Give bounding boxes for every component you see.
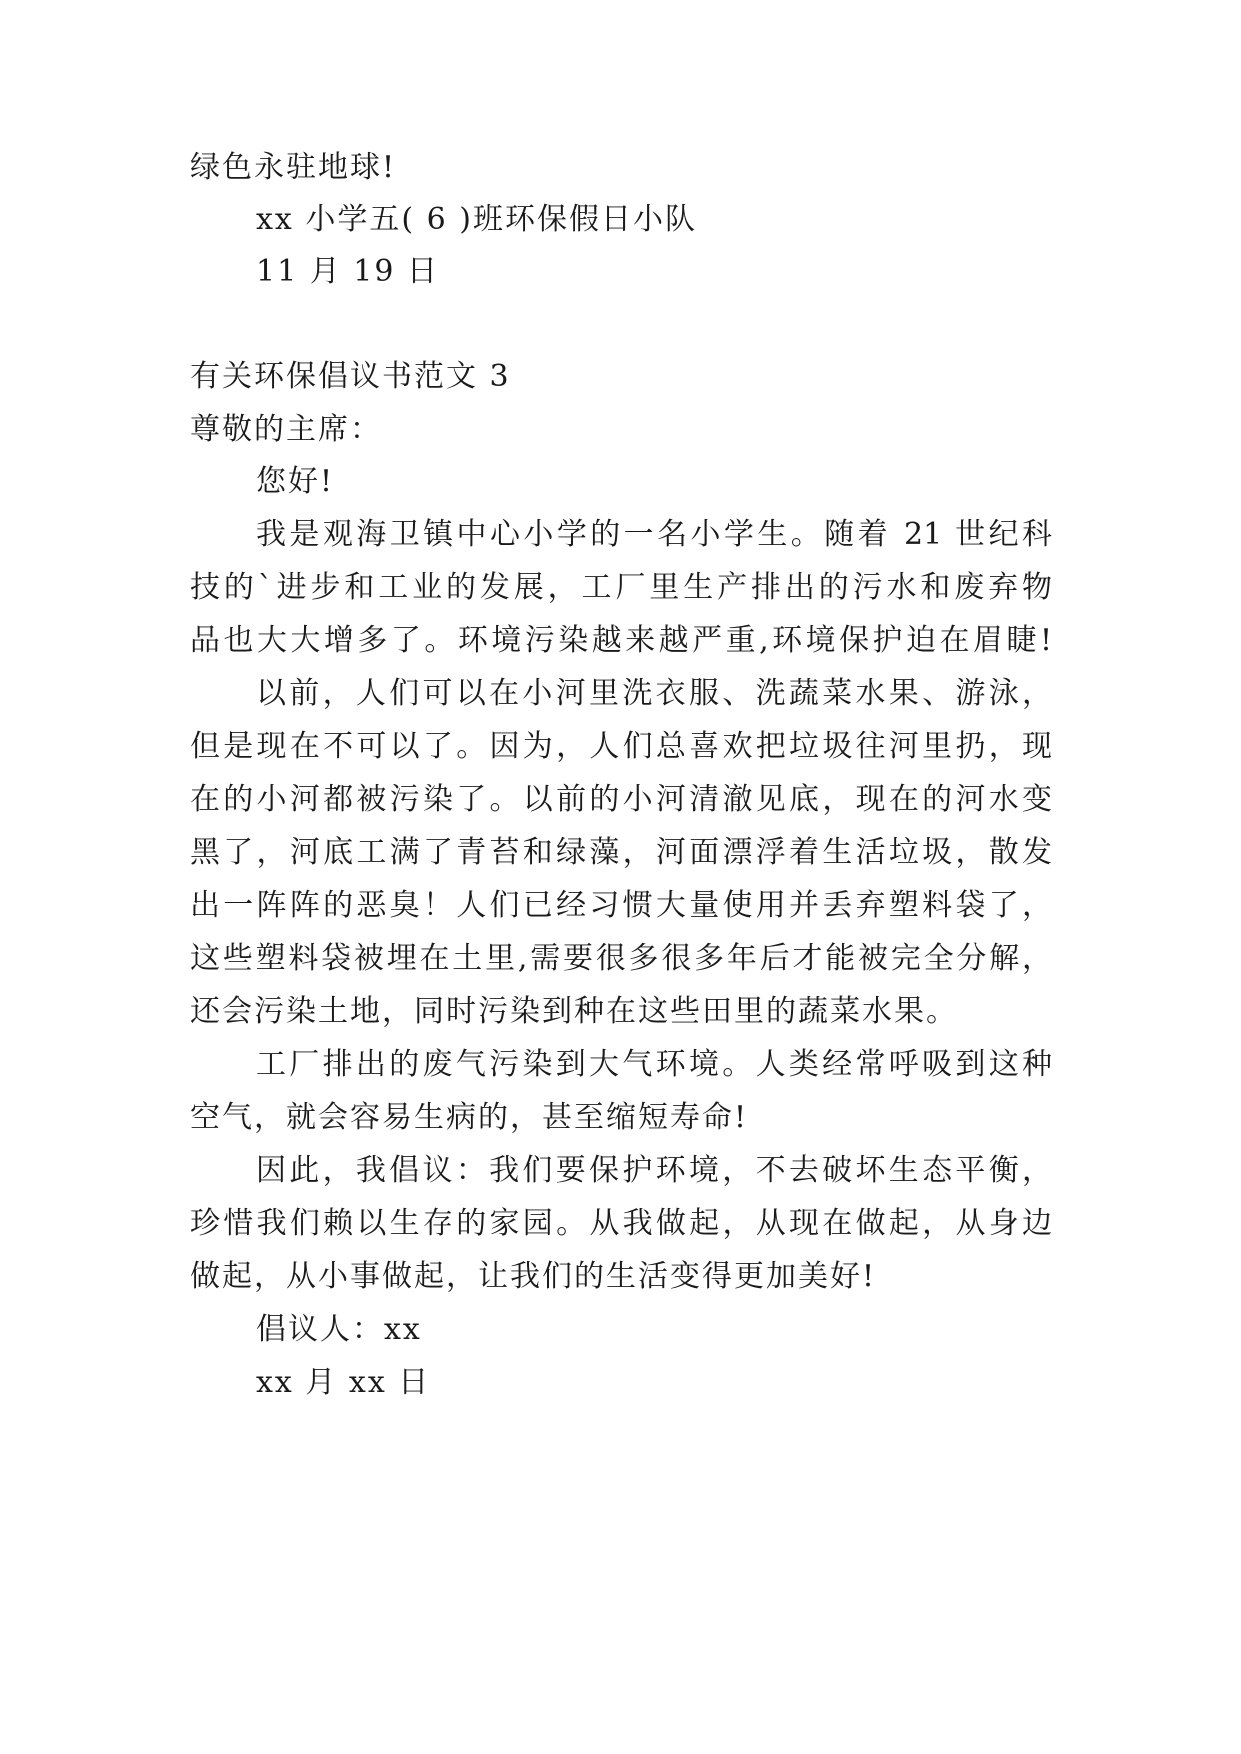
paragraph-line: 品也大大增多了。环境污染越来越严重,环境保护迫在眉睫! — [190, 623, 1052, 658]
paragraph-line: 珍惜我们赖以生存的家园。从我做起，从现在做起，从身边 — [190, 1206, 1052, 1241]
paragraph-line: 因此，我倡议：我们要保护环境，不去破坏生态平衡， — [256, 1153, 1052, 1188]
paragraph-line: 还会污染土地，同时污染到种在这些田里的蔬菜水果。 — [190, 994, 958, 1029]
paragraph-line: 工厂排出的废气污染到大气环境。人类经常呼吸到这种 — [256, 1047, 1052, 1082]
signature-line: xx 小学五( 6 )班环保假日小队 — [256, 202, 697, 237]
paragraph-line: 空气，就会容易生病的，甚至缩短寿命! — [190, 1100, 749, 1135]
paragraph-line: 这些塑料袋被埋在土里,需要很多很多年后才能被完全分解， — [190, 941, 1052, 976]
paragraph-line: 以前，人们可以在小河里洗衣服、洗蔬菜水果、游泳， — [256, 676, 1052, 711]
paragraph-line: 在的小河都被污染了。以前的小河清澈见底，现在的河水变 — [190, 782, 1052, 817]
paragraph-line: 但是现在不可以了。因为，人们总喜欢把垃圾往河里扔，现 — [190, 729, 1052, 764]
letter-date: xx 月 xx 日 — [256, 1365, 431, 1400]
paragraph-line: 我是观海卫镇中心小学的一名小学生。随着 21 世纪科 — [256, 517, 1052, 552]
paragraph-line: 黑了，河底工满了青苔和绿藻，河面漂浮着生活垃圾，散发 — [190, 835, 1052, 870]
salutation: 尊敬的主席： — [190, 412, 382, 447]
paragraph-line: 技的`进步和工业的发展，工厂里生产排出的污水和废弃物 — [190, 570, 1052, 605]
section-title: 有关环保倡议书范文 3 — [190, 359, 511, 394]
date-line: 11 月 19 日 — [256, 254, 439, 289]
closing-line: 绿色永驻地球! — [190, 150, 397, 185]
signer-line: 倡议人：xx — [256, 1312, 422, 1347]
paragraph-line: 做起，从小事做起，让我们的生活变得更加美好! — [190, 1259, 877, 1294]
greeting: 您好! — [256, 464, 335, 499]
paragraph-line: 出一阵阵的恶臭！人们已经习惯大量使用并丢弃塑料袋了， — [190, 888, 1052, 923]
